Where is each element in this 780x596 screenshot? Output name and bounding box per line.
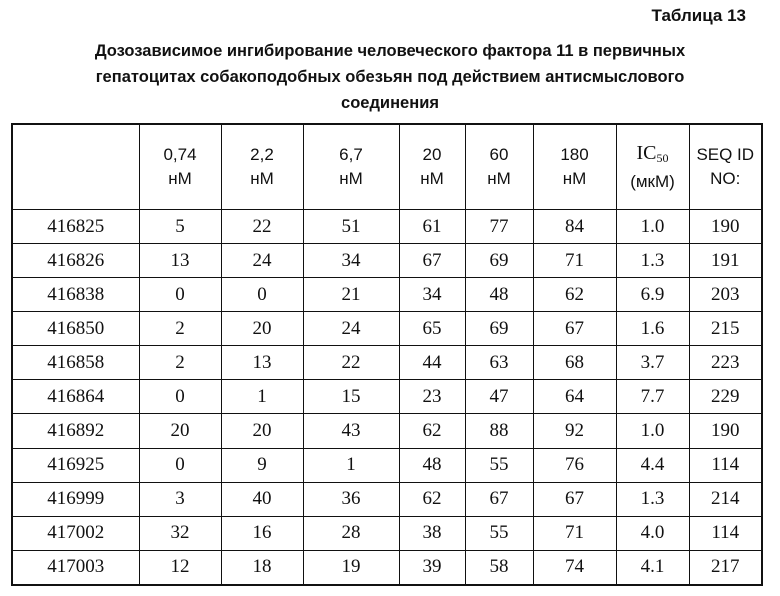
table-cell: 15 — [303, 380, 399, 414]
compound-id-cell: 416850 — [12, 312, 139, 346]
table-cell: 4.0 — [616, 516, 689, 550]
table-cell: 1.3 — [616, 244, 689, 278]
table-row — [12, 210, 762, 244]
table-cell: 214 — [689, 482, 762, 516]
header-conc-2-2: 2,2 нМ — [221, 124, 303, 210]
table-cell: 215 — [689, 312, 762, 346]
header-conc-20: 20 нМ — [399, 124, 465, 210]
table-cell: 3 — [139, 482, 221, 516]
header-corner — [12, 124, 139, 210]
table-cell: 114 — [689, 516, 762, 550]
table-cell: 0 — [139, 380, 221, 414]
table-cell: 44 — [399, 346, 465, 380]
table-cell: 24 — [303, 312, 399, 346]
table-cell: 20 — [139, 414, 221, 448]
compound-id-cell: 417002 — [12, 516, 139, 550]
table-row — [12, 550, 762, 585]
table-cell: 58 — [465, 550, 533, 585]
table-cell: 21 — [303, 278, 399, 312]
table-row — [12, 346, 762, 380]
table-cell: 4.4 — [616, 448, 689, 482]
table-cell: 20 — [221, 312, 303, 346]
table-row — [12, 244, 762, 278]
table-cell: 69 — [465, 312, 533, 346]
header-conc-0-74: 0,74 нМ — [139, 124, 221, 210]
table-cell: 28 — [303, 516, 399, 550]
table-cell: 68 — [533, 346, 616, 380]
table-cell: 13 — [139, 244, 221, 278]
table-cell: 190 — [689, 210, 762, 244]
table-cell: 0 — [221, 278, 303, 312]
table-cell: 114 — [689, 448, 762, 482]
table-cell: 5 — [139, 210, 221, 244]
table-row — [12, 380, 762, 414]
table-cell: 84 — [533, 210, 616, 244]
table-row — [12, 414, 762, 448]
table-cell: 61 — [399, 210, 465, 244]
table-cell: 36 — [303, 482, 399, 516]
table-cell: 191 — [689, 244, 762, 278]
table-cell: 16 — [221, 516, 303, 550]
table-cell: 67 — [399, 244, 465, 278]
table-cell: 22 — [303, 346, 399, 380]
table-cell: 76 — [533, 448, 616, 482]
table-cell: 74 — [533, 550, 616, 585]
table-cell: 19 — [303, 550, 399, 585]
caption-line-3: соединения — [341, 94, 439, 112]
table-cell: 67 — [533, 482, 616, 516]
table-cell: 13 — [221, 346, 303, 380]
header-ic50: IC50 (мкМ) — [616, 124, 689, 210]
table-cell: 32 — [139, 516, 221, 550]
data-table — [11, 123, 763, 586]
table-cell: 23 — [399, 380, 465, 414]
table-cell: 1.0 — [616, 414, 689, 448]
table-row — [12, 516, 762, 550]
header-seq-id: SEQ ID NO: — [689, 124, 762, 210]
table-cell: 62 — [399, 414, 465, 448]
table-cell: 67 — [533, 312, 616, 346]
header-conc-180: 180 нМ — [533, 124, 616, 210]
table-cell: 39 — [399, 550, 465, 585]
header-row — [12, 124, 762, 210]
table-cell: 43 — [303, 414, 399, 448]
table-cell: 88 — [465, 414, 533, 448]
table-cell: 67 — [465, 482, 533, 516]
table-row — [12, 482, 762, 516]
table-label: Таблица 13 — [651, 6, 746, 25]
table-cell: 1.6 — [616, 312, 689, 346]
table-cell: 71 — [533, 516, 616, 550]
table-cell: 92 — [533, 414, 616, 448]
table-cell: 38 — [399, 516, 465, 550]
table-cell: 77 — [465, 210, 533, 244]
table-cell: 22 — [221, 210, 303, 244]
table-cell: 1 — [303, 448, 399, 482]
table-cell: 2 — [139, 346, 221, 380]
compound-id-cell: 416864 — [12, 380, 139, 414]
caption-line-1: Дозозависимое ингибирование человеческого фактора 11 в первичных — [94, 42, 686, 60]
table-cell: 4.1 — [616, 550, 689, 585]
table-body — [12, 210, 762, 586]
table-cell: 2 — [139, 312, 221, 346]
table-cell: 9 — [221, 448, 303, 482]
table-cell: 190 — [689, 414, 762, 448]
caption-line-2: гепатоцитах собакоподобных обезьян под действием антисмыслового — [95, 68, 685, 86]
table-cell: 20 — [221, 414, 303, 448]
table-row — [12, 278, 762, 312]
table-cell: 229 — [689, 380, 762, 414]
table-cell: 203 — [689, 278, 762, 312]
table-caption — [0, 38, 780, 116]
compound-id-cell: 416892 — [12, 414, 139, 448]
table-cell: 48 — [399, 448, 465, 482]
header-conc-6-7: 6,7 нМ — [303, 124, 399, 210]
table-cell: 12 — [139, 550, 221, 585]
table-cell: 0 — [139, 448, 221, 482]
table-cell: 223 — [689, 346, 762, 380]
table-cell: 63 — [465, 346, 533, 380]
table-cell: 48 — [465, 278, 533, 312]
table-cell: 7.7 — [616, 380, 689, 414]
header-conc-60: 60 нМ — [465, 124, 533, 210]
table-cell: 47 — [465, 380, 533, 414]
table-cell: 18 — [221, 550, 303, 585]
table-cell: 69 — [465, 244, 533, 278]
table-cell: 24 — [221, 244, 303, 278]
table-cell: 71 — [533, 244, 616, 278]
compound-id-cell: 416826 — [12, 244, 139, 278]
table-cell: 62 — [533, 278, 616, 312]
table-cell: 217 — [689, 550, 762, 585]
compound-id-cell: 417003 — [12, 550, 139, 585]
compound-id-cell: 416925 — [12, 448, 139, 482]
table-cell: 1.0 — [616, 210, 689, 244]
table-cell: 65 — [399, 312, 465, 346]
table-row — [12, 448, 762, 482]
table-cell: 64 — [533, 380, 616, 414]
table-cell: 40 — [221, 482, 303, 516]
table-row — [12, 312, 762, 346]
compound-id-cell: 416825 — [12, 210, 139, 244]
table-cell: 0 — [139, 278, 221, 312]
table-cell: 1.3 — [616, 482, 689, 516]
compound-id-cell: 416999 — [12, 482, 139, 516]
compound-id-cell: 416838 — [12, 278, 139, 312]
table-cell: 55 — [465, 516, 533, 550]
table-cell: 3.7 — [616, 346, 689, 380]
table-cell: 6.9 — [616, 278, 689, 312]
table-cell: 34 — [303, 244, 399, 278]
table-cell: 1 — [221, 380, 303, 414]
table-cell: 62 — [399, 482, 465, 516]
table-cell: 55 — [465, 448, 533, 482]
table-cell: 34 — [399, 278, 465, 312]
table-cell: 51 — [303, 210, 399, 244]
compound-id-cell: 416858 — [12, 346, 139, 380]
